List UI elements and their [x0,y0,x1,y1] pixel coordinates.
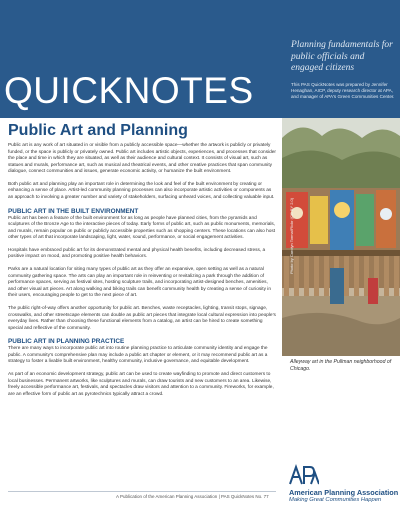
section-paragraph: There are many ways to incorporate public art into routine planning practice to articulate community identity and engage the public. A community's comprehensive plan may include a public art chapter or element, or it may recommend public art as a strategy to foster a livable built environment, healthy community, inclusive governance, and equitable development. [8,346,268,365]
tagline: Planning fundamentals for public officials and engaged citizens [291,40,393,73]
author-note: This PAS QuickNotes was prepared by Jennifer Henaghan, AICP, deputy research director at APA, and manager of APA's Green Communities Center. [291,82,395,99]
photo-caption: Alleyway art in the Pullman neighborhood of Chicago. [290,359,392,372]
photo-credit-text: Photo by Carolyn Torma/Flickr (CC BY 2.0) [289,197,294,274]
apa-logo [289,464,319,486]
masthead: QUICKNOTES [4,70,254,111]
org-name: American Planning Association [289,488,399,497]
section-paragraph: Public art has been a feature of the built environment for as long as people have planned cities, from the pyramids and sculptures of the Bronze Age to the interactive pieces of today. Early forms of public art, such as public monuments, memorials, and murals, remain popular on public or publicly accessible properties such as shopping centers. These locations can also host other types of art that incorporate landscaping, light, water, sound, performance, or social engagement activities. [8,215,276,241]
section-paragraph: As part of an economic development strategy, public art can be used to create wayfinding to promote and direct customers to local businesses. Permanent artworks, like sculptures and murals, can draw tourists and new customers to an area. Likewise, freely accessible performance art, festivals, and spectacles draw visitors and attention to a community. Fireworks, for example, are an effective form of public art as pyrotechnics typically attract a crowd. [8,372,274,397]
section-heading: PUBLIC ART IN PLANNING PRACTICE [8,338,125,346]
org-tagline: Making Great Communities Happen [289,497,382,503]
alleyway-illustration [282,118,400,356]
intro-paragraph: Both public art and planning play an important role in determining the look and feel of the built environment by creating or enhancing a sense of place. Artist-led community planning processes can also incorporate artistic activities or components as an approach to involving a greater number and variety of stakeholders, surfacing unheard voices, and collecting valuable input. [8,181,275,200]
footer-divider [8,491,276,492]
section-paragraph: Hospitals have embraced public art for its demonstrated mental and physical health benefits, including decreased stress, a positive impact on mood, and promoting positive health behaviors. [8,247,266,260]
page-title: Public Art and Planning [8,122,188,139]
photo-credit [287,146,295,276]
article-body [8,143,276,404]
section-paragraph: The public right-of-way offers another opportunity for public art. Benches, waste receptacles, lighting, transit stops, signage, crosswalks, and other streetscape elements can double as public art pieces that integrate local cultural expression into people's everyday lives. Rather than choosing these functional elements from a catalog, an artist can be hired to create something special and reflective of the community. [8,305,276,331]
section-heading: PUBLIC ART IN THE BUILT ENVIRONMENT [8,207,139,215]
section-paragraph: Parks are a natural location for siting many types of public art as they offer an expansive, open setting as well as a natural community gathering space. The arts can play an important role in reinventing or revitalizing a park through the addition of performance spaces, serving as festival sites, hosting sculpture trails, and incorporating artist-designed benches, amenities, and other visual art pieces. Art along walking and biking trails can benefit community health by creating a sense of curiosity in their users, encouraging people to get to the next piece of art. [8,267,271,299]
footer-text: A Publication of the American Planning Association | PAS QuickNotes No. 77 [116,494,269,499]
intro-paragraph: Public art is any work of art situated in or visible from a publicly accessible space—whether the artwork is publicly or privately funded, or the space is publicly or privately owned. Public art includes artistic objects, experiences, and processes that consider the place and time in which they are situated, as well as their audience and cultural context. It consists of visual art, such as statues and murals, performance art, such as musical and theatrical events, and other creative practices that span community dialogue, connect communities and issues, generate economic activity, or humanize the built environment. [8,143,276,175]
alleyway-photo [282,118,400,356]
